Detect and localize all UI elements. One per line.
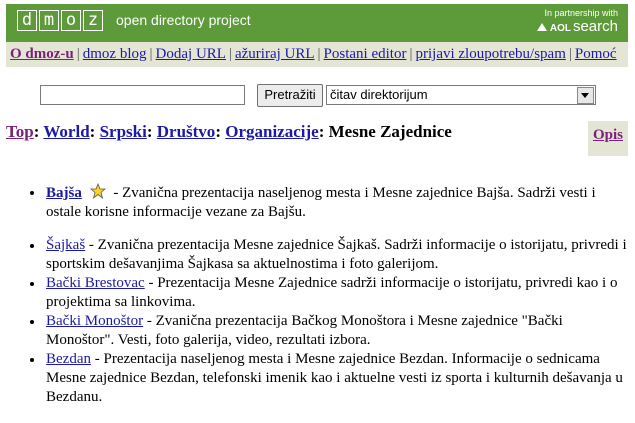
nav-bar bbox=[6, 42, 628, 67]
nav-separator: | bbox=[149, 46, 153, 62]
logo-letter: m bbox=[39, 10, 59, 31]
tagline: open directory project bbox=[116, 12, 251, 28]
breadcrumb-srpski[interactable]: Srpski bbox=[99, 122, 147, 141]
breadcrumb-organizacije[interactable]: Organizacije bbox=[225, 122, 319, 141]
site-link-bajsa[interactable]: Bajša bbox=[46, 185, 82, 201]
breadcrumb-separator: : bbox=[89, 122, 96, 141]
top-banner bbox=[6, 4, 628, 42]
site-link-backi-brestovac[interactable]: Bački Brestovac bbox=[46, 275, 145, 291]
site-link-backi-monostor[interactable]: Bački Monoštor bbox=[46, 313, 144, 329]
site-link-sajkas[interactable]: Šajkaš bbox=[46, 237, 86, 253]
site-description: - Zvanična prezentacija Bačkog Monoštora i Mesne zajednice "Bački Monoštor". Vesti, foto galerija, video, rezultati izbora. bbox=[46, 313, 563, 348]
aol-search-text: search bbox=[572, 18, 618, 35]
dmoz-logo[interactable] bbox=[17, 10, 105, 31]
list-item bbox=[20, 312, 630, 350]
search-button[interactable]: Pretražiti bbox=[257, 84, 323, 107]
partner-text: In partnership with bbox=[544, 8, 618, 18]
dropdown-arrow-icon[interactable] bbox=[577, 87, 594, 104]
description-link[interactable]: Opis bbox=[592, 127, 623, 143]
nav-separator: | bbox=[568, 46, 572, 62]
description-tab bbox=[588, 121, 628, 156]
nav-link-about[interactable]: O dmoz-u bbox=[10, 46, 74, 62]
site-description: - Prezentacija naseljenog mesta i Mesne zajednice Bezdan. Informacije o sednicama Mesne zajednice Bezdan, telefonski imenik kao i aktuelne vesti iz sporta i kulturnih dešavanja u Bezdanu. bbox=[46, 351, 623, 405]
logo-letter: z bbox=[83, 10, 103, 31]
site-description: - Prezentacija Mesne Zajednice sadrži informacije o istorijatu, privredi kao i o projektima sa linkovima. bbox=[46, 275, 618, 310]
breadcrumb-current: Mesne Zajednice bbox=[328, 122, 452, 141]
breadcrumb bbox=[6, 122, 452, 142]
star-icon bbox=[90, 183, 106, 199]
breadcrumb-separator: : bbox=[215, 122, 221, 141]
nav-link-update-url[interactable]: ažuriraj URL bbox=[234, 46, 315, 62]
list-item bbox=[20, 183, 630, 222]
breadcrumb-separator: : bbox=[146, 122, 153, 141]
nav-link-report-abuse[interactable]: prijavi zloupotrebu/spam bbox=[415, 46, 566, 62]
search-scope-value: čitav direktorijum bbox=[330, 87, 428, 102]
nav-separator: | bbox=[228, 46, 232, 62]
breadcrumb-separator: : bbox=[33, 122, 40, 141]
list-item bbox=[20, 274, 630, 312]
nav-link-become-editor[interactable]: Postani editor bbox=[323, 46, 407, 62]
logo-letter: d bbox=[17, 10, 37, 31]
list-item bbox=[20, 350, 630, 407]
nav-separator: | bbox=[409, 46, 413, 62]
breadcrumb-world[interactable]: World bbox=[43, 122, 90, 141]
breadcrumb-top[interactable]: Top bbox=[6, 122, 34, 141]
site-description: - Zvanična prezentacija Mesne zajednice Šajkaš. Sadrži informacije o istorijatu, privredi i sportskim dešavanjima Šajkasa sa aktuelnostima i foto galerijom. bbox=[46, 237, 627, 272]
nav-link-add-url[interactable]: Dodaj URL bbox=[155, 46, 226, 62]
site-description: - Zvanična prezentacija naseljenog mesta i Mesne zajednice Bajša. Sadrži vesti i ostale korisne informacije vezane za Bajšu. bbox=[46, 185, 596, 220]
site-listings bbox=[20, 183, 630, 407]
nav-link-help[interactable]: Pomoć bbox=[574, 46, 617, 62]
aol-brand: AOL bbox=[549, 23, 571, 34]
list-item bbox=[20, 236, 630, 274]
nav-separator: | bbox=[76, 46, 80, 62]
aol-triangle-icon bbox=[537, 23, 547, 31]
nav-link-blog[interactable]: dmoz blog bbox=[82, 46, 147, 62]
aol-partner-logo[interactable] bbox=[537, 8, 618, 37]
breadcrumb-drustvo[interactable]: Društvo bbox=[156, 122, 216, 141]
search-scope-select[interactable] bbox=[326, 85, 596, 105]
nav-separator: | bbox=[317, 46, 321, 62]
search-input[interactable] bbox=[40, 85, 245, 105]
breadcrumb-separator: : bbox=[318, 122, 325, 141]
logo-letter: o bbox=[61, 10, 81, 31]
site-link-bezdan[interactable]: Bezdan bbox=[46, 351, 91, 367]
